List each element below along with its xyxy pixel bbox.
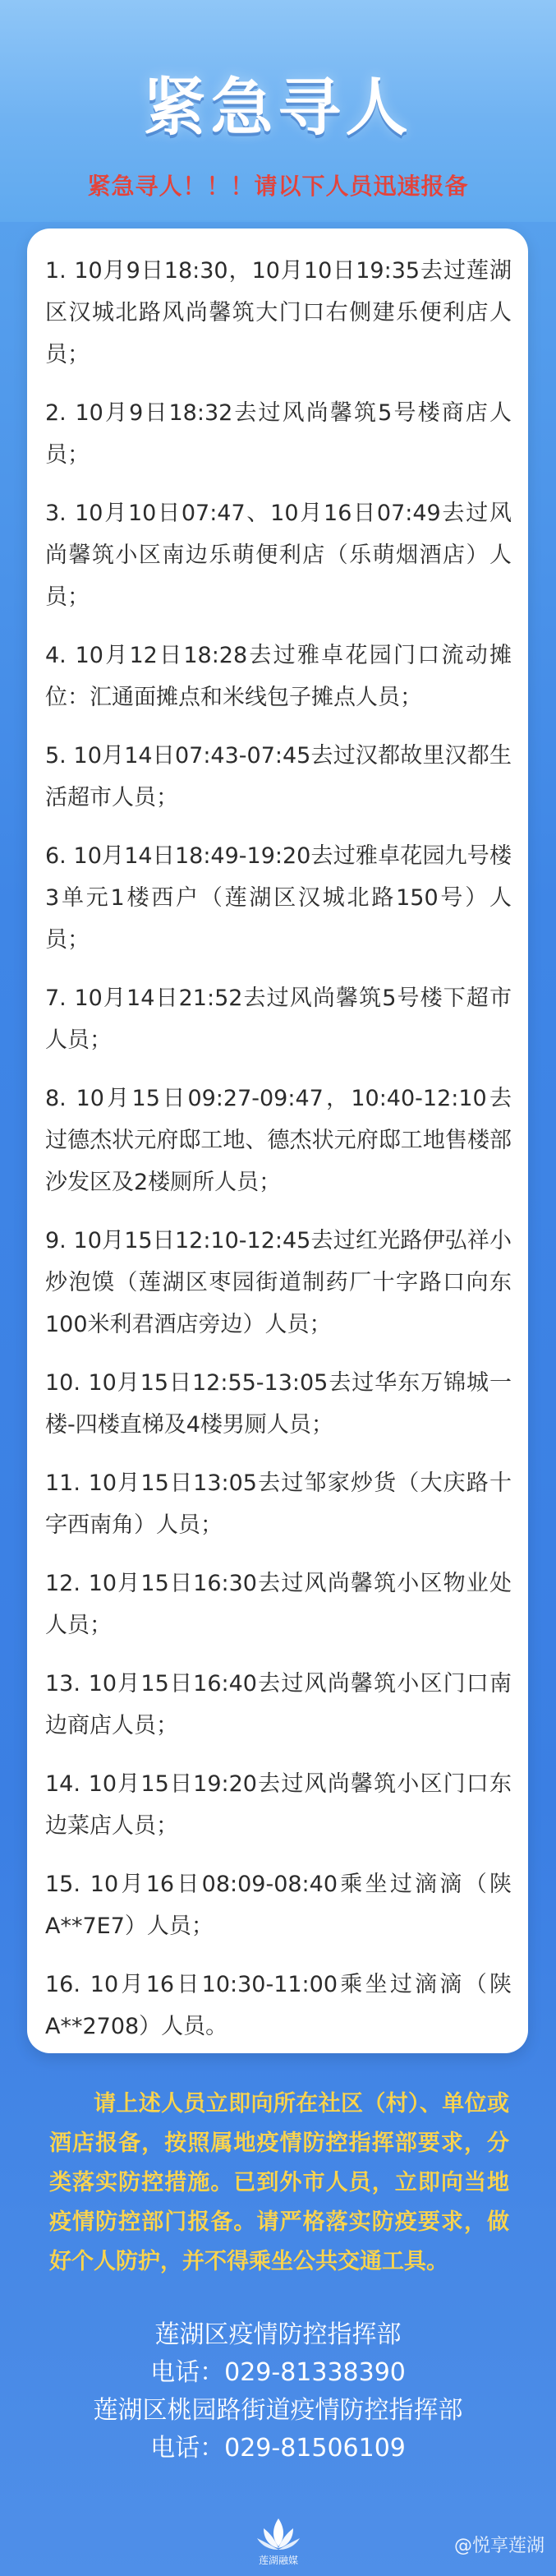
persons-list-card xyxy=(27,229,528,2053)
logo-text: 莲湖融媒 xyxy=(258,2555,298,2566)
list-item: 11. 10月15日13:05去过邹家炒货（大庆路十字西南角）人员； xyxy=(45,1470,512,1538)
watermark: @悦享莲湖 xyxy=(453,2536,545,2556)
list-item: 7. 10月14日21:52去过风尚馨筑5号楼下超市人员； xyxy=(45,986,512,1053)
list-item: 4. 10月12日18:28去过雅卓花园门口流动摊位：汇通面摊点和米线包子摊点人员； xyxy=(45,643,512,710)
org-name: 莲湖区桃园路街道疫情防控指挥部 xyxy=(93,2396,463,2425)
list-item: 9. 10月15日12:10-12:45去过红光路伊弘祥小炒泡馍（莲湖区枣园街道制药厂十字路口向东100米利君酒店旁边）人员； xyxy=(45,1228,512,1337)
list-item: 12. 10月15日16:30去过风尚馨筑小区物业处人员； xyxy=(45,1571,512,1638)
contacts-block xyxy=(0,2316,556,2468)
list-item: 6. 10月14日18:49-19:20去过雅卓花园九号楼3单元1楼西户（莲湖区汉城北路150号）人员； xyxy=(45,843,512,953)
org-name: 莲湖区疫情防控指挥部 xyxy=(154,2320,402,2349)
list-item: 10. 10月15日12:55-13:05去过华东万锦城一楼-四楼直梯及4楼男厕人员； xyxy=(45,1370,512,1438)
list-item: 14. 10月15日19:20去过风尚馨筑小区门口东边菜店人员； xyxy=(45,1771,512,1839)
phone-number: 电话：029-81506109 xyxy=(150,2434,406,2463)
list-item: 2. 10月9日18:32去过风尚馨筑5号楼商店人员； xyxy=(45,400,512,468)
notice-paragraph: 请上述人员立即向所在社区（村）、单位或酒店报备，按照属地疫情防控指挥部要求，分类落实防控措施。已到外市人员，立即向当地疫情防控部门报备。请严格落实防疫要求，做好个人防护，并不得乘坐公共交通工具。 xyxy=(49,2091,509,2274)
list-item: 5. 10月14日07:43-07:45去过汉都故里汉都生活超市人员； xyxy=(45,743,512,810)
list-item: 16. 10月16日10:30-11:00乘坐过滴滴（陕A**2708）人员。 xyxy=(45,1972,512,2039)
page-subtitle: 紧急寻人！！！请以下人员迅速报备 xyxy=(87,173,469,200)
list-item: 8. 10月15日09:27-09:47，10:40-12:10去过德杰状元府邸工地、德杰状元府邸工地售楼部沙发区及2楼厕所人员； xyxy=(45,1086,512,1195)
list-item: 13. 10月15日16:40去过风尚馨筑小区门口南边商店人员； xyxy=(45,1671,512,1738)
list-item: 3. 10月10日07:47、10月16日07:49去过风尚馨筑小区南边乐萌便利店（乐萌烟酒店）人员； xyxy=(45,501,512,610)
list-item: 15. 10月16日08:09-08:40乘坐过滴滴（陕A**7E7）人员； xyxy=(45,1872,512,1939)
phone-number: 电话：029-81338390 xyxy=(150,2358,406,2387)
list-item: 1. 10月9日18:30，10月10日19:35去过莲湖区汉城北路风尚馨筑大门口右侧建乐便利店人员； xyxy=(45,258,512,367)
page-title: 紧急寻人 xyxy=(143,71,413,144)
